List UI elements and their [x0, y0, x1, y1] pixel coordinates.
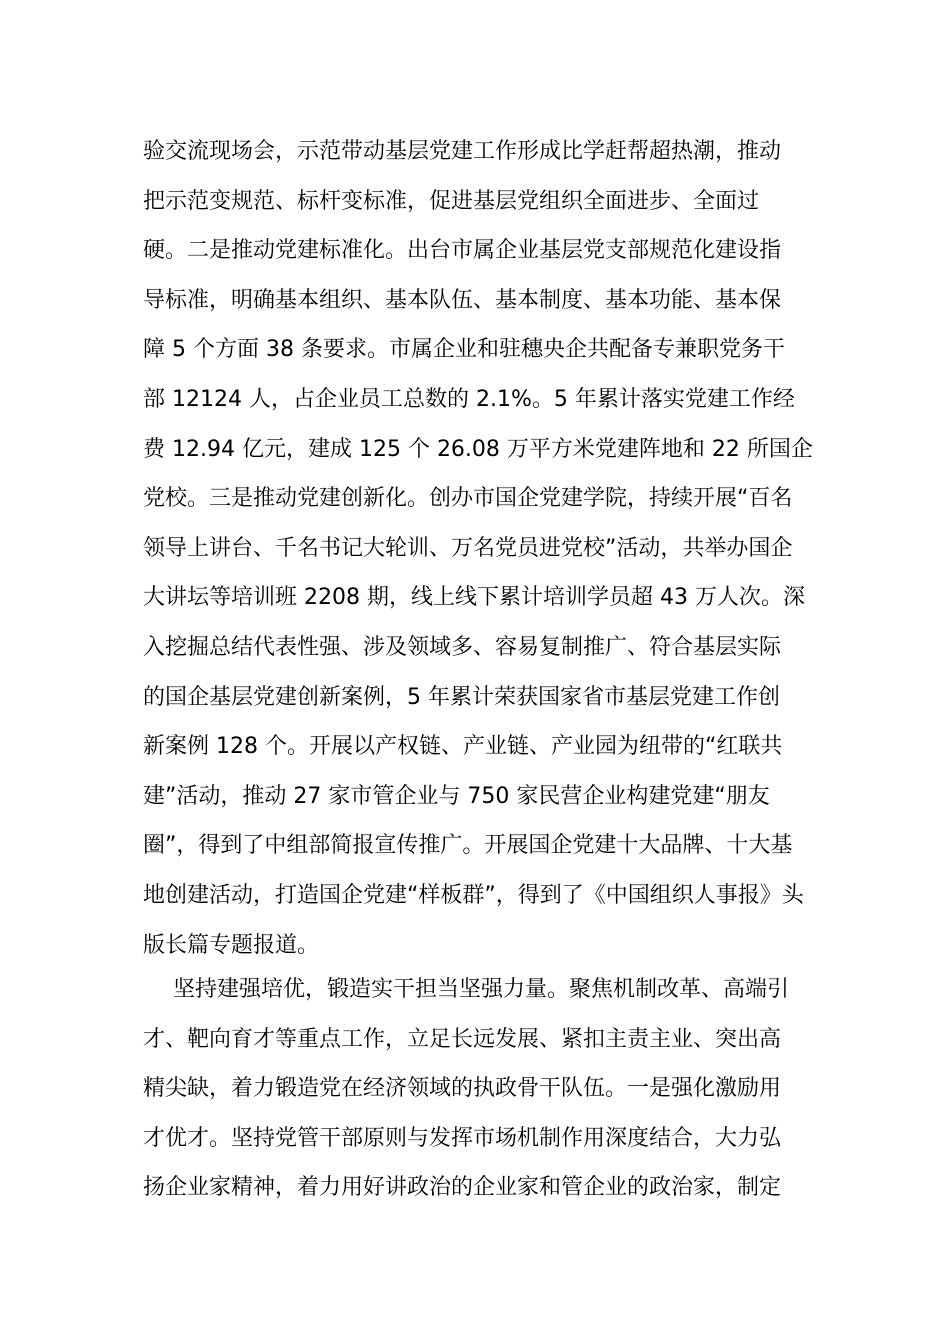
text-line: 地创建活动，打造国企党建“样板群”，得到了《中国组织人事报》头: [143, 882, 804, 908]
text-line: 费 12.94 亿元，建成 125 个 26.08 万平方米党建阵地和 22 所国企: [143, 436, 813, 462]
text-line: 障 5 个方面 38 条要求。市属企业和驻穗央企共配备专兼职党务干: [143, 337, 785, 363]
text-line: 大讲坛等培训班 2208 期，线上线下累计培训学员超 43 万人次。深: [143, 585, 805, 611]
text-line: 扬企业家精神，着力用好讲政治的企业家和管企业的政治家，制定: [143, 1175, 782, 1201]
paragraph-talent: [143, 965, 813, 1213]
text-line: 才优才。坚持党管干部原则与发挥市场机制作用深度结合，大力弘: [143, 1125, 782, 1151]
text-line: 版长篇专题报道。: [143, 932, 320, 958]
text-line: 硬。二是推动党建标准化。出台市属企业基层党支部规范化建设指: [143, 238, 782, 264]
text-line: 党校。三是推动党建创新化。创办市国企党建学院，持续开展“百名: [143, 486, 793, 512]
text-line: 才、靶向育才等重点工作，立足长远发展、紧扣主责主业、突出高: [143, 1026, 782, 1052]
text-line: 建”活动，推动 27 家市管企业与 750 家民营企业构建党建“朋友: [143, 783, 770, 809]
text-line: 入挖掘总结代表性强、涉及领域多、容易复制推广、符合基层实际: [143, 634, 782, 660]
text-line: 导标准，明确基本组织、基本队伍、基本制度、基本功能、基本保: [143, 287, 782, 313]
text-line: 把示范变规范、标杆变标准，促进基层党组织全面进步、全面过: [143, 188, 760, 214]
text-line: 验交流现场会，示范带动基层党建工作形成比学赶帮超热潮，推动: [143, 139, 782, 164]
text-line: 领导上讲台、千名书记大轮训、万名党员进党校”活动，共举办国企: [143, 535, 793, 561]
paragraph-continuation: [143, 127, 813, 970]
text-line: 精尖缺，着力锻造党在经济领域的执政骨干队伍。一是强化激励用: [143, 1076, 782, 1102]
text-line: 新案例 128 个。开展以产权链、产业链、产业园为纽带的“红联共: [143, 734, 783, 760]
text-line: 的国企基层党建创新案例，5 年累计荣获国家省市基层党建工作创: [143, 684, 780, 710]
text-line: 坚持建强培优，锻造实干担当坚强力量。聚焦机制改革、高端引: [173, 977, 790, 1002]
text-line: 部 12124 人，占企业员工总数的 2.1%。5 年累计落实党建工作经: [143, 386, 795, 412]
text-line: 圈”，得到了中组部简报宣传推广。开展国企党建十大品牌、十大基: [143, 833, 793, 859]
